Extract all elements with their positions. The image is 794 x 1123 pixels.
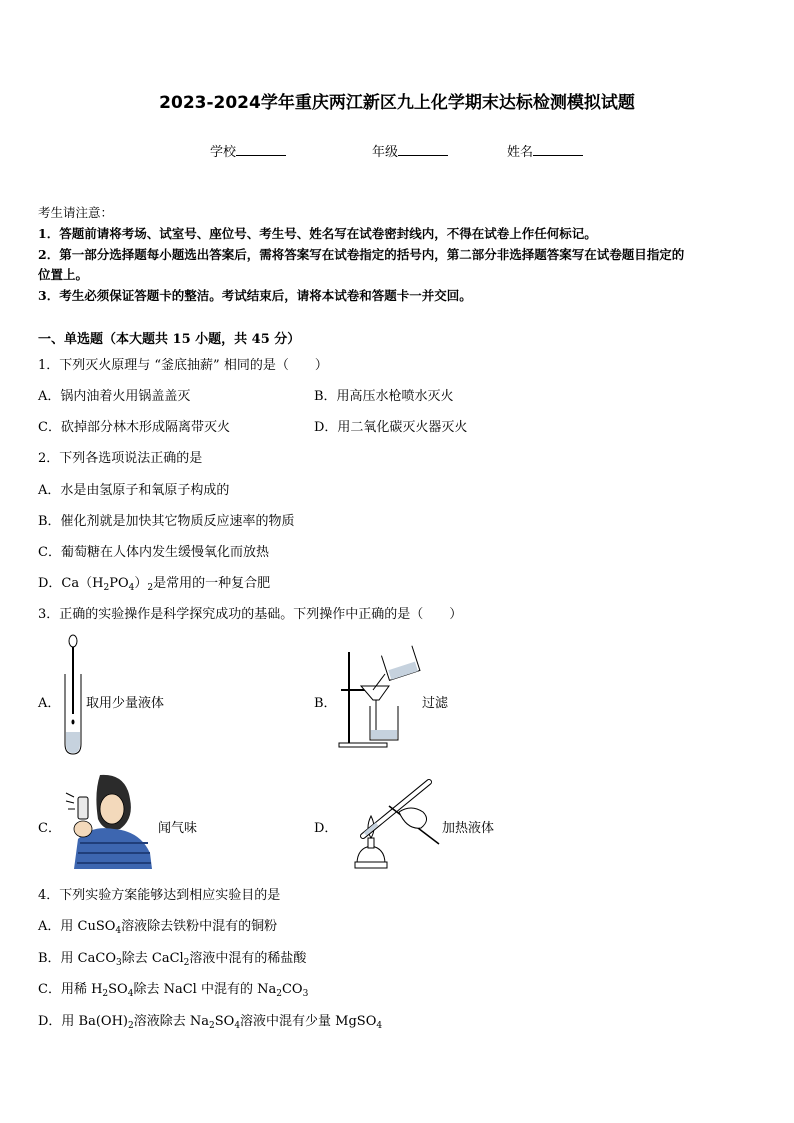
smelling-illustration [64, 773, 154, 869]
q2-option-d[interactable]: D．$Ca(H_2PO_4)_2$是常用的一种复合肥 [38, 576, 271, 593]
name-blank[interactable] [533, 142, 583, 156]
dropper-tube-illustration [58, 634, 88, 756]
q4-option-d[interactable]: D．用 $Ba(OH)_2$溶液除去 $Na_2SO_4$溶液中混有少量 MgSO$_4$ [38, 1014, 383, 1031]
q3-option-b-letter[interactable]: B． [314, 696, 337, 711]
q1-option-b[interactable]: B．用高压水枪喷水灭火 [314, 389, 454, 404]
q4-stem: 4．下列实验方案能够达到相应实验目的是 [38, 888, 281, 903]
notice-item-3: 3．考生必须保证答题卡的整洁。考试结束后，请将本试卷和答题卡一并交回。 [38, 288, 472, 303]
q3-stem: 3．正确的实验操作是科学探究成功的基础。下列操作中正确的是（ ） [38, 607, 463, 622]
q4-option-b[interactable]: B．用 CaCO$_3$除去 CaCl$_2$溶液中混有的稀盐酸 [38, 951, 307, 968]
notice-item-2: 2．第一部分选择题每小题选出答案后，需将答案写在试卷指定的括号内，第二部分非选择题答案写在试卷题目指定的 [38, 247, 685, 262]
q2-option-a[interactable]: A．水是由氢原子和氧原子构成的 [38, 483, 230, 498]
exam-title: 2023-2024学年重庆两江新区九上化学期末达标检测模拟试题 [159, 93, 635, 113]
grade-label: 年级 [372, 145, 399, 160]
notice-heading: 考生请注意： [38, 205, 114, 220]
filtration-illustration [337, 634, 427, 750]
q1-option-d[interactable]: D．用二氧化碳灭火器灭火 [314, 420, 468, 435]
notice-item-1: 1．答题前请将考场、试室号、座位号、考生号、姓名写在试卷密封线内，不得在试卷上作任何标记。 [38, 226, 597, 241]
q1-option-a[interactable]: A．锅内油着火用锅盖盖灭 [38, 389, 191, 404]
section-heading: 一、单选题（本大题共 15 小题，共 45 分） [38, 332, 301, 347]
q3-option-c-letter[interactable]: C． [38, 821, 61, 836]
q3-option-d-letter[interactable]: D． [314, 821, 338, 836]
q2-stem: 2．下列各选项说法正确的是 [38, 451, 203, 466]
grade-field [372, 141, 448, 160]
q3-option-d-label: 加热液体 [442, 821, 495, 836]
q4-option-c[interactable]: C．用稀 $H_2SO_4$除去 NaCl 中混有的 $Na_2CO_3$ [38, 982, 309, 999]
q3-option-a-letter[interactable]: A． [38, 696, 61, 711]
heating-liquid-illustration [337, 778, 441, 872]
q3-option-c-label: 闻气味 [158, 821, 198, 836]
q1-stem: 1．下列灭火原理与 “釜底抽薪” 相同的是（ ） [38, 358, 328, 373]
q2-option-c[interactable]: C．葡萄糖在人体内发生缓慢氧化而放热 [38, 545, 269, 560]
q4-option-a[interactable]: A．用 CuSO$_4$溶液除去铁粉中混有的铜粉 [38, 919, 278, 936]
grade-blank[interactable] [398, 142, 448, 156]
q3-option-b-label: 过滤 [422, 696, 449, 711]
school-blank[interactable] [236, 142, 286, 156]
q2-option-b[interactable]: B．催化剂就是加快其它物质反应速率的物质 [38, 514, 295, 529]
q3-option-a-label: 取用少量液体 [86, 696, 165, 711]
name-label: 姓名 [507, 145, 534, 160]
name-field [507, 141, 583, 160]
school-field [210, 141, 286, 160]
notice-item-2-cont: 位置上。 [38, 267, 89, 282]
q1-option-c[interactable]: C．砍掉部分林木形成隔离带灭火 [38, 420, 230, 435]
school-label: 学校 [210, 145, 237, 160]
